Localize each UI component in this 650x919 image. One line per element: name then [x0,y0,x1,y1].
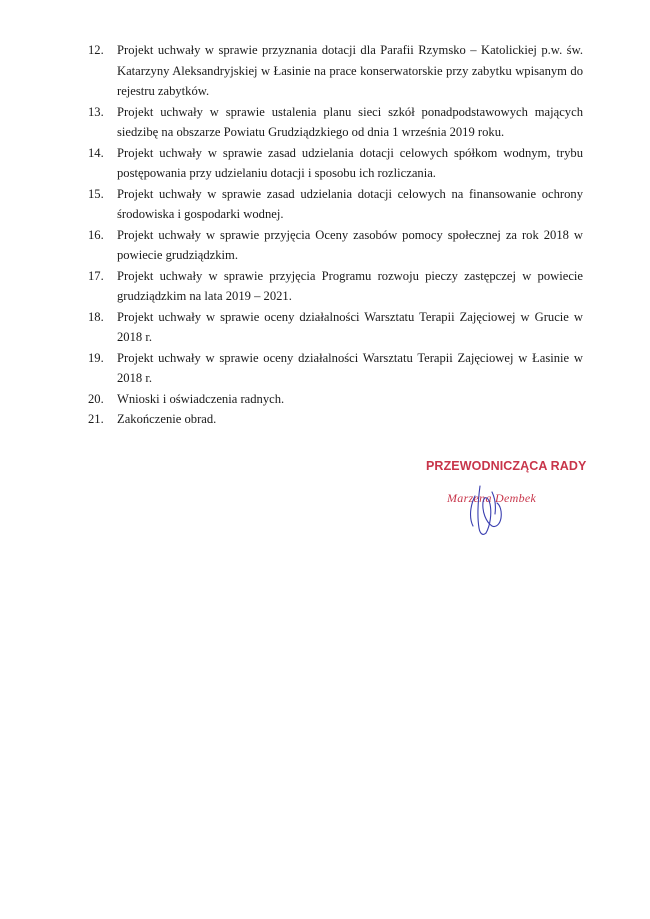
agenda-item [88,389,583,410]
agenda-item-text: Projekt uchwały w sprawie ustalenia planu sieci szkół ponadpodstawowych mających siedzibę na obszarze Powiatu Grudziądzkiego od dnia 1 września 2019 roku. [117,104,583,139]
agenda-item [88,409,583,430]
agenda-item-number: 20. [88,391,104,406]
signature-stamp [420,456,600,566]
agenda-item-text: Projekt uchwały w sprawie oceny działalności Warsztatu Terapii Zajęciowej w Łasinie w 2018 r. [117,350,583,385]
agenda-item-number: 17. [88,268,104,283]
agenda-item [88,348,583,389]
agenda-item-text: Projekt uchwały w sprawie zasad udzielania dotacji celowych na finansowanie ochrony środowiska i gospodarki wodnej. [117,186,583,221]
handwritten-signature [420,456,600,566]
agenda-item-text: Projekt uchwały w sprawie oceny działalności Warsztatu Terapii Zajęciowej w Grucie w 2018 r. [117,309,583,344]
agenda-item-text: Projekt uchwały w sprawie przyznania dotacji dla Parafii Rzymsko – Katolickiej p.w. św. Katarzyny Aleksandryjskiej w Łasinie na prace konserwatorskie przy zabytku wpisanym do rejestru zabytków. [117,43,583,98]
agenda-item-number: 15. [88,186,104,201]
agenda-item-text: Projekt uchwały w sprawie przyjęcia Oceny zasobów pomocy społecznej za rok 2018 w powiecie grudziądzkim. [117,227,583,262]
agenda-item-text: Projekt uchwały w sprawie przyjęcia Programu rozwoju pieczy zastępczej w powiecie grudziądzkim na lata 2019 – 2021. [117,268,583,303]
agenda-item-number: 13. [88,104,104,119]
agenda-item-number: 21. [88,412,104,426]
agenda-item-number: 14. [88,145,104,160]
stamp-name: Marzena Dembek [447,491,537,505]
agenda-item [88,40,583,102]
agenda-item [88,143,583,184]
agenda-item-number: 19. [88,350,104,365]
agenda-item-number: 16. [88,227,104,242]
agenda-item-number: 12. [88,43,104,57]
agenda-item [88,102,583,143]
agenda-item-number: 18. [88,309,104,324]
agenda-item [88,184,583,225]
agenda-item-text: Zakończenie obrad. [117,412,217,426]
agenda-item [88,307,583,348]
agenda-item-text: Wnioski i oświadczenia radnych. [117,391,285,406]
agenda-item [88,225,583,266]
agenda-list [88,40,583,430]
agenda-item-text: Projekt uchwały w sprawie zasad udzielania dotacji celowych spółkom wodnym, trybu postępowania przy udzielaniu dotacji i sposobu ich rozliczania. [117,145,583,180]
agenda-item [88,266,583,307]
stamp-title: PRZEWODNICZĄCA RADY [426,459,587,473]
